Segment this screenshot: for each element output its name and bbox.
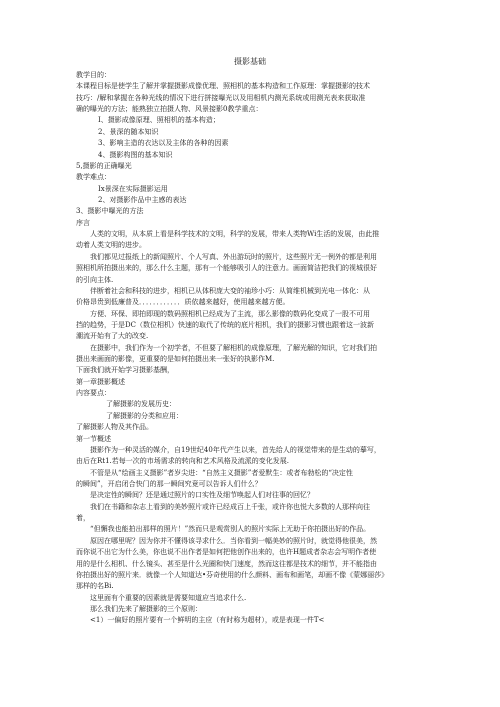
body-line-text: 方便、环保、即拍即现的数码照相机已经成为了主流，那么影像的数码化变成了一股不可用 <box>90 309 370 318</box>
body-line-text: 了解摄影的分类和应用： <box>106 411 183 420</box>
body-line-text: 照相机所拍摄出来的，那么什么主题，那有一个能够吸引人的注意力。画面简洁把我们的视城很好 <box>76 264 377 273</box>
body-line-text: 内容要点： <box>76 389 111 398</box>
body-line-text: 3、摄影中曝光的方法 <box>76 207 144 216</box>
body-line-text: 由后在Rt1.若每一次的市场需求的转向和艺术风格及流派的变化发展. <box>76 457 289 466</box>
body-line-text: 的引向主体. <box>76 275 114 284</box>
body-line-text: 教学目的： <box>76 71 111 79</box>
body-line-text: 确的曝光的方法；能熟独立拍摄人物、风景接影0教学重点： <box>76 105 263 114</box>
body-line-text: 动着人类文明的进步。 <box>76 241 146 250</box>
body-line-text: 3、影响主造的衣达以及主体的各种的因素 <box>98 139 229 148</box>
body-line-text: 下面我们就开始学习摄影基酬， <box>76 366 174 375</box>
body-line-text: 摄影作为一种灵活的媒介，自19世纪40年代产生以来，首先给人的视觉带来的是生动的摹写， <box>90 445 381 454</box>
body-line-text: 2、景深的随本知识 <box>98 127 159 136</box>
document-title: 摄影基础 <box>234 57 266 66</box>
body-line-text: Ix景深在实际摄影运用 <box>98 184 168 193</box>
body-line-text: 了解摄影人物及其作品。 <box>76 423 153 432</box>
body-line-text: 而你说不出它为什么美，你也说不出作者是如何把他创作出来的，也许H题成者杂志会写明作者使 <box>76 548 377 557</box>
body-line-text: 的瞬间”，开启闭合快门的那一瞬间究竟可以告诉人们什么？ <box>76 480 262 488</box>
body-line-text: 潮流开始有了大的改变. <box>76 332 149 341</box>
body-line-text: 我们都见过报纸上的新闻照片、个人写真、外出游玩时的照片，这些照片无一例外的都是利用 <box>90 252 377 261</box>
body-line-text: 挡的趋势，于是DC（数位相机）快速的取代了传统的底片相机，我们的摄影习惯也跟着这一波新 <box>76 320 374 329</box>
body-line-text: 原因在哪里呢？因为你并不懂得该寻求什么．当你看到一幅美妙的照片时，就觉得他很美，然 <box>90 536 377 545</box>
body-line-text: 你拍摄出好的照片来．就像一个人知道达•芬奇使用的什么颜料、画布和画笔，却画不像《蒙娜丽莎》 <box>76 570 389 579</box>
body-line-text: 技巧：/解和掌握在各种光线的情况下进行拼接曝光以及用相机内测光系统或用测光表来获取准 <box>76 93 366 102</box>
body-line-text: 序言 <box>76 218 90 227</box>
body-line-text: 本课程目标是使学生了解并掌握摄影成像优理、照相机的基本构造和工作原理：掌握摄影的技术 <box>76 82 370 91</box>
body-line-text: 价格昂贵到低廉普及．．．．．．．．．．．．质依越来越好，使用越来越方便。 <box>76 298 290 307</box>
body-line-text: 2、对摄影作品中主感的表达 <box>98 196 187 204</box>
body-line-text: 人类的文明，从本质上看是科学技术的文明，科学的发展，带来人类物Wi生活的发展，由此推 <box>90 230 380 238</box>
body-line-text: 了解摄影的发展历史： <box>106 400 176 409</box>
body-line-text: 在摄影中，我们作为一个初学者，不但要了解相机的成像原理，了解光解的知识，它对我们拍 <box>90 343 377 352</box>
body-line-text: 我们在书籍和杂志上看到的美妙照片或许已经成百上千张，或许你也悦大多数的人那样向往 <box>90 502 370 511</box>
body-line-text: 是决定性的瞬间？还是通过照片的口实性及细节唤起人们对往事的回忆？ <box>90 491 314 500</box>
body-line-text: 那样的名Bi. <box>76 582 114 591</box>
body-line-text: 用的是什么相机、什么镜头、甚至是什么光圈和快门速度，然而这往都是技术的细节，并不能指由 <box>76 559 377 568</box>
body-line-text: 这里面有个重要的因素就是需要知道应当追求什么. <box>90 593 247 602</box>
body-line-text: 4、摄影构图的基本知识 <box>98 150 173 159</box>
body-line-text: 着， <box>76 514 90 522</box>
body-line-text: 摄出来画面的影像，更重要的是如何拍摄出来一张好的执影作M. <box>76 355 275 363</box>
body-line-text: 伴断着社会和科技的进步，相机已从体积庞大变的袖珍小巧：从简维机械到光电一体化：从 <box>90 286 370 295</box>
body-line-text: <1）一偏好的照片要有一个鲜明的主应（有时称为超材），或是表现一件T< <box>90 616 325 625</box>
body-line-text: 第一节概述 <box>76 434 111 443</box>
body-line-text: I、摄影成像原理、照相机的基本构造； <box>98 116 220 125</box>
body-line-text: 不管是从“绘画主义摄影”者岁尖进：“自然主义摄影”者爱默生：或者布勃松的“决定性 <box>90 468 353 477</box>
body-line-text: 第一章摄影概述 <box>76 377 125 386</box>
body-line-text: 5,摄影的正确曝光 <box>76 161 132 170</box>
body-line-text: 教学难点： <box>76 173 111 182</box>
body-line-text: “但懈我也能拍出那样的照片！”然而只是观赏别人的照片实际上无助于你拍摄出好的作品。 <box>90 525 371 534</box>
body-line-text: 那么我们先来了解摄影的三个原则： <box>90 604 202 613</box>
